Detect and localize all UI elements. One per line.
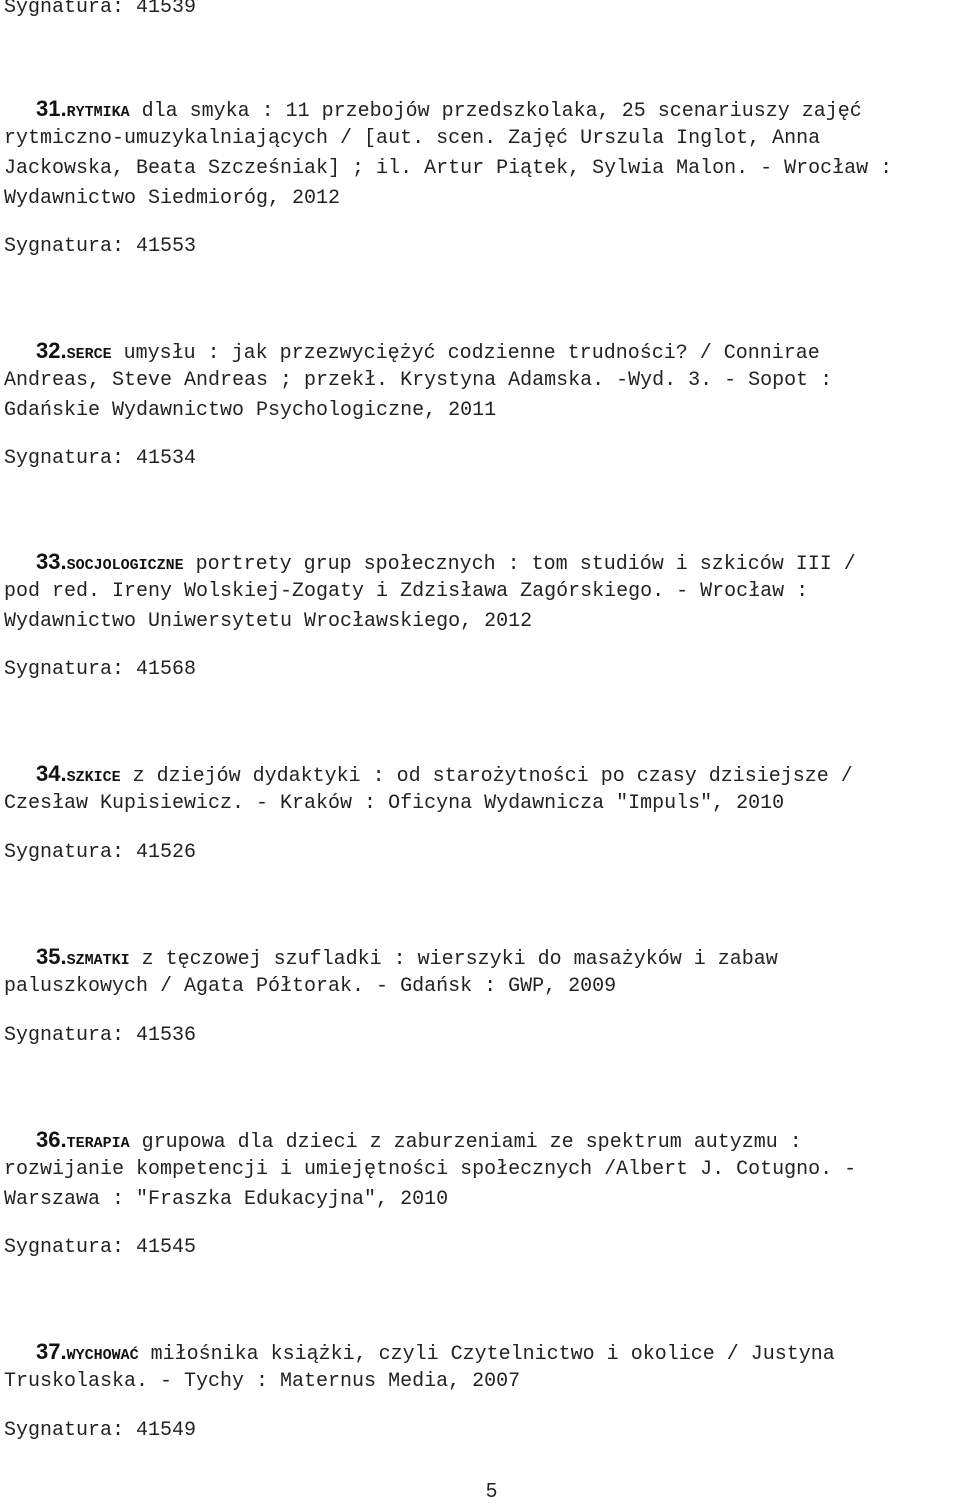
signature: Sygnatura: 41534 [4,447,197,470]
entry-line: Warszawa : "Fraszka Edukacyjna", 2010 [4,1188,449,1211]
entry-keyword: SZMATKI [66,952,130,969]
entry-text: z tęczowej szufladki : wierszyki do masażyków i zabaw [129,948,778,971]
entry-line: Jackowska, Beata Szcześniak] ; il. Artur Piątek, Sylwia Malon. - Wrocław : [4,157,893,180]
entry-first-line [4,94,960,124]
entry-line: pod red. Ireny Wolskiej-Zogaty i Zdzisława Zagórskiego. - Wrocław : [4,580,809,603]
entry-text: umysłu : jak przezwyciężyć codzienne trudności? / Connirae [111,342,820,365]
signature: Sygnatura: 41539 [4,0,197,19]
entry-text: portrety grup społecznych : tom studiów i szkiców III / [183,553,856,576]
entry-keyword: TERAPIA [66,1135,130,1152]
signature: Sygnatura: 41549 [4,1419,197,1442]
entry-number: 34. [36,761,67,786]
entry-text: miłośnika książki, czyli Czytelnictwo i okolice / Justyna [138,1343,835,1366]
entry-number: 37. [36,1339,67,1364]
entry-number: 36. [36,1127,67,1152]
entry-line: Czesław Kupisiewicz. - Kraków : Oficyna Wydawnicza "Impuls", 2010 [4,792,785,815]
signature: Sygnatura: 41526 [4,841,197,864]
page-number: 5 [486,1480,498,1502]
entry-line: Wydawnictwo Siedmioróg, 2012 [4,187,341,210]
bibliography-entry [4,1337,960,1397]
bibliography-entry [4,547,960,637]
entry-line: Truskolaska. - Tychy : Maternus Media, 2007 [4,1370,521,1393]
entry-number: 31. [36,96,67,121]
entry-first-line [4,547,960,577]
entry-first-line [4,1125,960,1155]
entry-keyword: RYTMIKA [66,104,130,121]
entry-number: 35. [36,944,67,969]
signature: Sygnatura: 41536 [4,1024,197,1047]
entry-keyword: SZKICE [66,769,121,786]
entry-text: dla smyka : 11 przebojów przedszkolaka, 25 scenariuszy zajęć [129,100,862,123]
signature: Sygnatura: 41545 [4,1236,197,1259]
signature: Sygnatura: 41553 [4,235,197,258]
entry-line: Wydawnictwo Uniwersytetu Wrocławskiego, 2012 [4,610,533,633]
entry-first-line [4,942,960,972]
entry-line: rozwijanie kompetencji i umiejętności społecznych /Albert J. Cotugno. - [4,1158,857,1181]
entry-keyword: SERCE [66,346,112,363]
bibliography-entry [4,759,960,819]
entry-line: paluszkowych / Agata Półtorak. - Gdańsk : GWP, 2009 [4,975,617,998]
entry-text: z dziejów dydaktyki : od starożytności po czasy dzisiejsze / [120,765,853,788]
entry-first-line [4,1337,960,1367]
entry-number: 32. [36,338,67,363]
entry-text: grupowa dla dzieci z zaburzeniami ze spektrum autyzmu : [129,1131,802,1154]
bibliography-entry [4,942,960,1002]
entry-first-line [4,759,960,789]
entry-first-line [4,336,960,366]
bibliography-entry [4,94,960,214]
signature: Sygnatura: 41568 [4,658,197,681]
entry-keyword: SOCJOLOGICZNE [66,557,184,574]
bibliography-entry [4,336,960,426]
entry-line: Gdańskie Wydawnictwo Psychologiczne, 2011 [4,399,497,422]
entry-line: Andreas, Steve Andreas ; przekł. Krystyna Adamska. -Wyd. 3. - Sopot : [4,369,833,392]
bibliography-entry [4,1125,960,1215]
entry-line: rytmiczno-umuzykalniających / [aut. scen. Zajęć Urszula Inglot, Anna [4,127,821,150]
entry-number: 33. [36,549,67,574]
entry-keyword: WYCHOWAĆ [66,1347,139,1364]
